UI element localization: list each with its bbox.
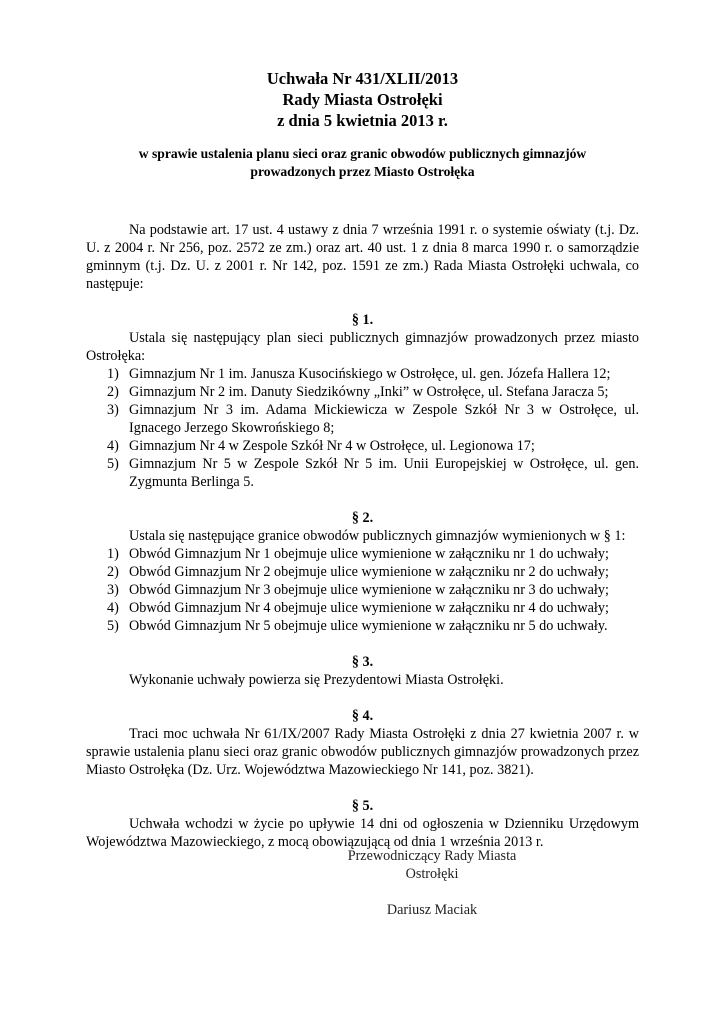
section-3-heading: § 3. <box>351 654 374 670</box>
section-2-list <box>86 545 639 635</box>
list-item <box>86 455 639 491</box>
list-item-text: Gimnazjum Nr 3 im. Adama Mickiewicza w Zespole Szkół Nr 3 w Ostrołęce, ul. Ignacego Jerzego Skowrońskiego 8; <box>129 402 639 436</box>
section-1-list <box>86 365 639 491</box>
signature-role-line-1: Przewodniczący Rady Miasta <box>347 848 517 864</box>
section-2-heading: § 2. <box>351 510 374 526</box>
list-item-text: Obwód Gimnazjum Nr 1 obejmuje ulice wymienione w załączniku nr 1 do uchwały; <box>129 546 609 562</box>
list-item-text: Obwód Gimnazjum Nr 2 obejmuje ulice wymienione w załączniku nr 2 do uchwały; <box>129 564 609 580</box>
list-item-text: Gimnazjum Nr 2 im. Danuty Siedzikówny „Inki” w Ostrołęce, ul. Stefana Jaracza 5; <box>129 384 609 400</box>
title-line-3: z dnia 5 kwietnia 2013 r. <box>277 111 448 130</box>
list-item <box>86 599 639 617</box>
list-item <box>86 437 639 455</box>
list-item-number: 2) <box>107 564 119 580</box>
section-4-heading: § 4. <box>351 708 374 724</box>
title-line-2: Rady Miasta Ostrołęki <box>282 90 443 109</box>
signature-role-line-2: Ostrołęki <box>405 866 459 882</box>
title-line-1: Uchwała Nr 431/XLII/2013 <box>266 69 459 88</box>
list-item-number: 3) <box>107 582 119 598</box>
list-item-text: Gimnazjum Nr 1 im. Janusza Kusocińskiego w Ostrołęce, ul. gen. Józefa Hallera 12; <box>129 366 611 382</box>
list-item-number: 5) <box>107 456 119 472</box>
subject-line-1: w sprawie ustalenia planu sieci oraz granic obwodów publicznych gimnazjów <box>138 146 587 161</box>
signature-block <box>302 847 562 919</box>
list-item-number: 1) <box>107 366 119 382</box>
list-item-number: 1) <box>107 546 119 562</box>
list-item-number: 4) <box>107 438 119 454</box>
list-item <box>86 563 639 581</box>
signature-name: Dariusz Maciak <box>386 902 478 918</box>
legal-basis-paragraph: Na podstawie art. 17 ust. 4 ustawy z dnia 7 września 1991 r. o systemie oświaty (t.j. Dz. U. z 2004 r. Nr 256, poz. 2572 ze zm.) oraz art. 40 ust. 1 z dnia 8 marca 1990 r. o samorządzie gminnym (t.j. Dz. U. z 2001 r. Nr 142, poz. 1591 ze zm.) Rada Miasta Ostrołęki uchwala, co następuje: <box>86 222 639 292</box>
list-item-number: 3) <box>107 402 119 418</box>
list-item-text: Obwód Gimnazjum Nr 5 obejmuje ulice wymienione w załączniku nr 5 do uchwały. <box>129 618 608 634</box>
list-item-number: 5) <box>107 618 119 634</box>
section-3-text: Wykonanie uchwały powierza się Prezydentowi Miasta Ostrołęki. <box>129 672 504 688</box>
list-item <box>86 383 639 401</box>
list-item <box>86 617 639 635</box>
section-5-heading: § 5. <box>351 798 374 814</box>
list-item <box>86 365 639 383</box>
section-1-heading: § 1. <box>351 312 374 328</box>
list-item-text: Gimnazjum Nr 5 w Zespole Szkół Nr 5 im. Unii Europejskiej w Ostrołęce, ul. gen. Zygmunta Berlinga 5. <box>129 456 639 490</box>
list-item <box>86 401 639 437</box>
document-subject <box>86 145 639 181</box>
list-item-text: Obwód Gimnazjum Nr 3 obejmuje ulice wymienione w załączniku nr 3 do uchwały; <box>129 582 609 598</box>
section-5-text: Uchwała wchodzi w życie po upływie 14 dni od ogłoszenia w Dzienniku Urzędowym Województwa Mazowieckiego, z mocą obowiązującą od dnia 1 września 2013 r. <box>86 816 639 850</box>
list-item-text: Obwód Gimnazjum Nr 4 obejmuje ulice wymienione w załączniku nr 4 do uchwały; <box>129 600 609 616</box>
list-item-number: 4) <box>107 600 119 616</box>
list-item <box>86 545 639 563</box>
list-item-number: 2) <box>107 384 119 400</box>
document-page <box>86 68 639 851</box>
list-item-text: Gimnazjum Nr 4 w Zespole Szkół Nr 4 w Ostrołęce, ul. Legionowa 17; <box>129 438 535 454</box>
section-4-text: Traci moc uchwała Nr 61/IX/2007 Rady Miasta Ostrołęki z dnia 27 kwietnia 2007 r. w sprawie ustalenia planu sieci oraz granic obwodów publicznych gimnazjów prowadzonych przez Miasto Ostrołęka (Dz. Urz. Województwa Mazowieckiego Nr 141, poz. 3821). <box>86 726 639 778</box>
subject-line-2: prowadzonych przez Miasto Ostrołęka <box>250 164 475 179</box>
document-title <box>86 68 639 131</box>
section-1-lead: Ustala się następujący plan sieci publicznych gimnazjów prowadzonych przez miasto Ostrołęka: <box>86 330 639 364</box>
section-2-lead: Ustala się następujące granice obwodów publicznych gimnazjów wymienionych w § 1: <box>129 528 626 544</box>
list-item <box>86 581 639 599</box>
